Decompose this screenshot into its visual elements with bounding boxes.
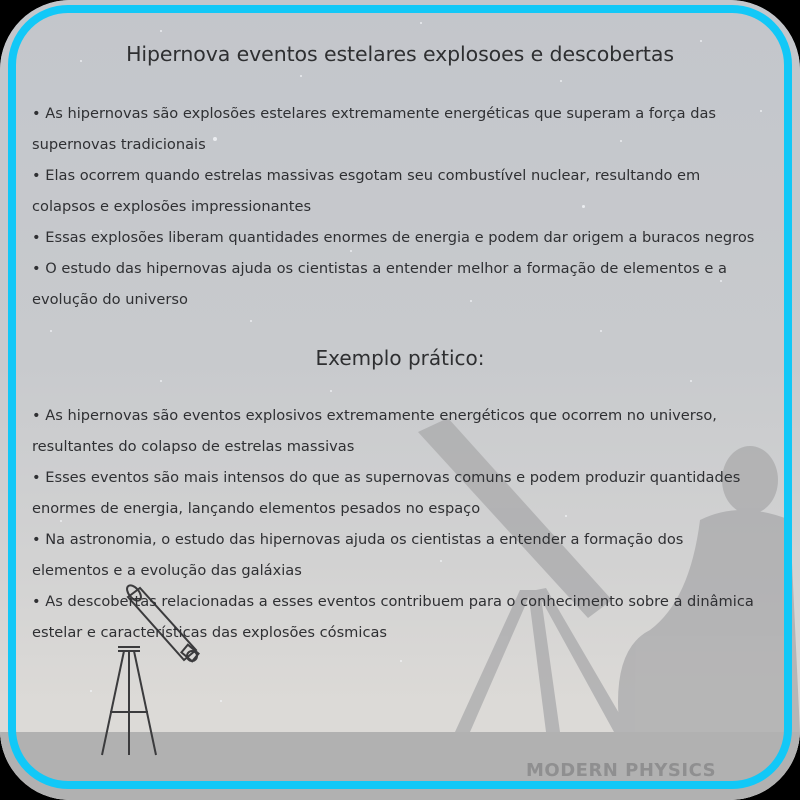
list-item: • As hipernovas são explosões estelares extremamente energéticas que superam a força das supernovas tradicionais [32, 105, 717, 153]
page-title: Hipernova eventos estelares explosoes e descobertas [126, 42, 674, 66]
list-item: • Essas explosões liberam quantidades enormes de energia e podem dar origem a buracos negros [32, 229, 755, 246]
list-item: • As descobertas relacionadas a esses eventos contribuem para o conhecimento sobre a dinâmica estelar e características das explosões cósmicas [32, 593, 754, 641]
section-heading: Exemplo prático: [315, 346, 485, 370]
list-item: • Elas ocorrem quando estrelas massivas esgotam seu combustível nuclear, resultando em colapsos e explosões impressionantes [32, 167, 701, 215]
list-item: • As hipernovas são eventos explosivos extremamente energéticos que ocorrem no universo, resultantes do colapso de estrelas massivas [32, 407, 717, 455]
list-item: • O estudo das hipernovas ajuda os cientistas a entender melhor a formação de elementos e a evolução do universo [32, 260, 727, 308]
facts-list [32, 98, 762, 315]
list-item: • Na astronomia, o estudo das hipernovas ajuda os cientistas a entender a formação dos elementos e a evolução das galáxias [32, 531, 684, 579]
example-list [32, 400, 762, 648]
list-item: • Esses eventos são mais intensos do que as supernovas comuns e podem produzir quantidades enormes de energia, lançando elementos pesados no espaço [32, 469, 741, 517]
brand-watermark: MODERN PHYSICS [526, 760, 717, 781]
